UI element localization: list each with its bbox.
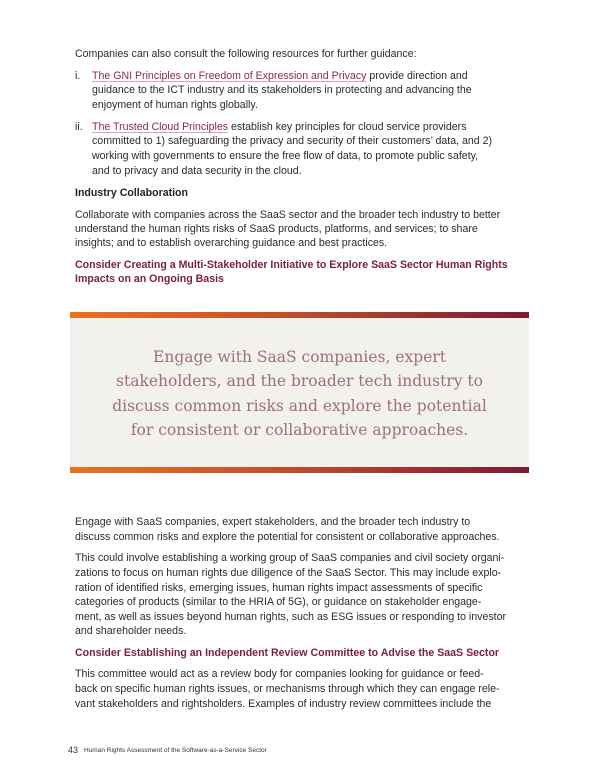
intro-text: Companies can also consult the following resources for further guidance: bbox=[75, 48, 417, 60]
callout-box bbox=[70, 312, 529, 473]
paragraph-line: This committee would act as a review body for companies looking for guidance or feed- bbox=[75, 668, 484, 680]
section-heading: Industry Collaboration bbox=[75, 187, 189, 199]
list-marker: i. bbox=[75, 70, 81, 82]
callout-quote-line: for consistent or collaborative approaches. bbox=[130, 421, 469, 439]
list-item-text: and to privacy and data security in the cloud. bbox=[92, 165, 302, 177]
paragraph-line: This could involve establishing a working group of SaaS companies and civil society organi- bbox=[75, 552, 505, 564]
paragraph-line: categories of products (similar to the HRIA of 5G), or guidance on stakeholder engage- bbox=[75, 596, 482, 608]
paragraph-line: ment, as well as issues beyond human rights, such as ESG issues or responding to investor bbox=[75, 611, 507, 623]
gradient-bar-top bbox=[70, 312, 529, 318]
paragraph-line: discuss common risks and explore the potential for consistent or collaborative approaches. bbox=[75, 531, 500, 543]
paragraph-line: zations to focus on human rights due diligence of the SaaS Sector. This may include explo- bbox=[75, 567, 502, 579]
trusted-cloud-principles-link[interactable]: The Trusted Cloud Principles bbox=[92, 121, 229, 133]
paragraph-line: insights; and to establish overarching guidance and best practices. bbox=[75, 237, 388, 249]
paragraph-line: Collaborate with companies across the SaaS sector and the broader tech industry to better bbox=[75, 209, 501, 221]
paragraph-line: back on specific human rights issues, or mechanisms through which they can engage rele- bbox=[75, 683, 500, 695]
footer-title: Human Rights Assessment of the Software-as-a-Service Sector bbox=[84, 747, 267, 754]
callout-quote-line: stakeholders, and the broader tech industry to bbox=[116, 372, 483, 390]
list-item-text: enjoyment of human rights globally. bbox=[92, 99, 258, 111]
paragraph-line: Engage with SaaS companies, expert stakeholders, and the broader tech industry to bbox=[75, 516, 471, 528]
callout-quote-line: discuss common risks and explore the potential bbox=[112, 397, 487, 415]
list-item-text: provide direction and bbox=[366, 70, 468, 82]
paragraph-line: ration of identified risks, emerging issues, human rights impact assessments of specific bbox=[75, 582, 483, 594]
list-marker: ii. bbox=[75, 121, 83, 133]
committee-heading: Consider Establishing an Independent Review Committee to Advise the SaaS Sector bbox=[75, 647, 500, 659]
paragraph-line: and shareholder needs. bbox=[75, 625, 187, 637]
paragraph-line: understand the human rights risks of SaaS products, platforms, and services; to share bbox=[75, 223, 478, 235]
list-item bbox=[92, 120, 467, 134]
list-item-text: committed to 1) safeguarding the privacy and security of their customers’ data, and 2) bbox=[92, 135, 493, 147]
list-item bbox=[92, 69, 468, 83]
list-item-text: establish key principles for cloud service providers bbox=[228, 121, 467, 133]
page-number: 43 bbox=[68, 745, 79, 755]
callout-quote-line: Engage with SaaS companies, expert bbox=[153, 348, 446, 366]
gradient-bar-bottom bbox=[70, 467, 529, 473]
list-item-text: guidance to the ICT industry and its stakeholders in protecting and advancing the bbox=[92, 84, 472, 96]
gni-principles-link[interactable]: The GNI Principles on Freedom of Expression and Privacy bbox=[92, 70, 367, 82]
msi-heading: Consider Creating a Multi-Stakeholder Initiative to Explore SaaS Sector Human Rights bbox=[75, 259, 508, 271]
list-item-text: working with governments to ensure the free flow of data, to promote public safety, bbox=[92, 150, 479, 162]
msi-heading: Impacts on an Ongoing Basis bbox=[75, 273, 224, 285]
paragraph-line: vant stakeholders and rightsholders. Examples of industry review committees include the bbox=[75, 698, 492, 710]
